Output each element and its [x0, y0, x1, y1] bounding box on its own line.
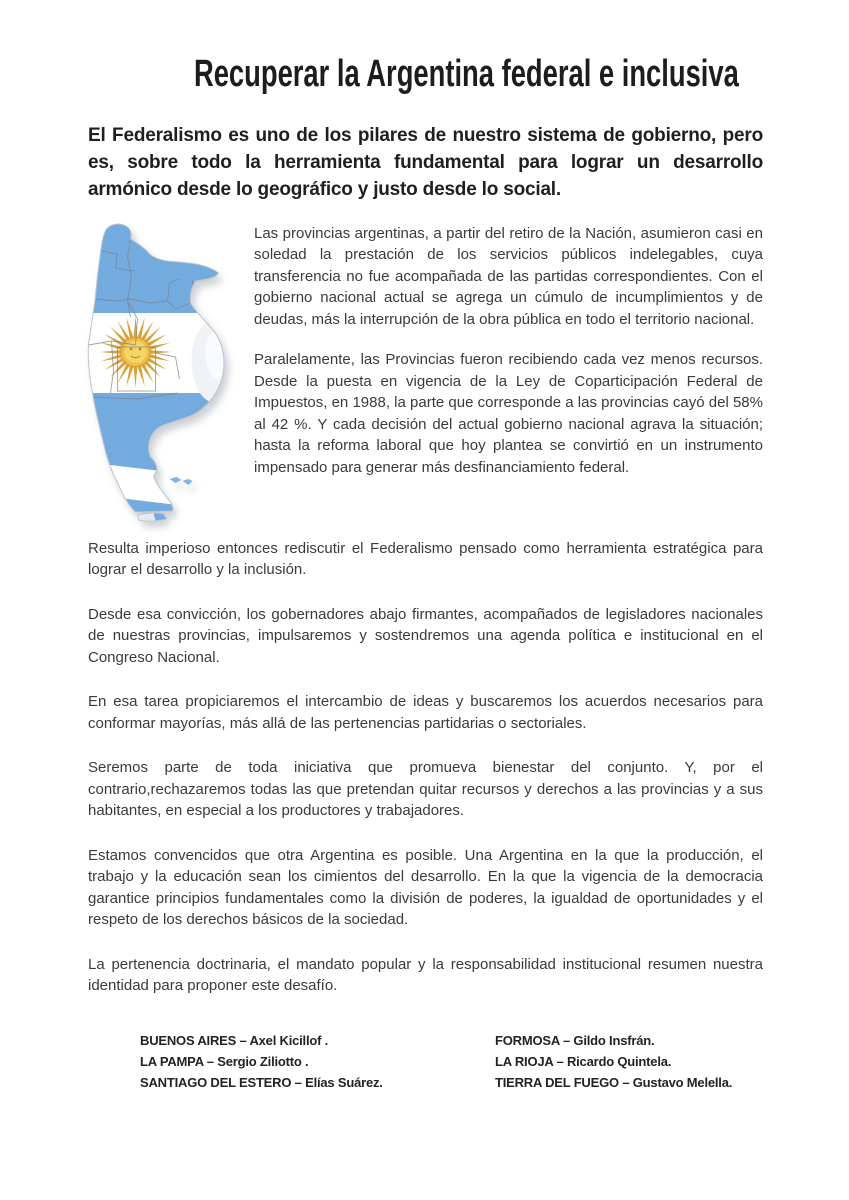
argentina-map-svg — [76, 221, 244, 526]
flag-stripes — [78, 221, 243, 526]
signature-row — [88, 1072, 763, 1093]
body-paragraph: En esa tarea propiciaremos el intercambio de ideas y buscaremos los acuerdos necesarios para conformar mayorías, más allá de las pertenencias partidarias o sectoriales. — [88, 693, 763, 732]
signature-row — [88, 1030, 763, 1051]
flag-stripe-bottom-blue — [78, 393, 243, 526]
body-paragraph: Estamos convencidos que otra Argentina es posible. Una Argentina en la que la producción, el trabajo y la educación sean los cimientos del desarrollo. En la que la vigencia de la democracia garantice principios fundamentales como la división de poderes, la igualdad de oportunidades y el respeto de los derechos básicos de la sociedad. — [88, 846, 763, 929]
sun-face-right-eye — [139, 347, 142, 350]
argentina-flag-map-image — [76, 221, 244, 526]
map-curl-highlight-core — [206, 328, 234, 380]
signature-item: BUENOS AIRES – Axel Kicillof . — [140, 1032, 329, 1048]
body-paragraph: Las provincias argentinas, a partir del retiro de la Nación, asumieron casi en soledad la prestación de los servicios públicos indelegables, cuya transferencia no fue acompañada de las partidas correspondientes. Con el gobierno nacional actual se agrega un cúmulo de incumplimientos y de deudas, más la interrupción de la obra pública en todo el territorio nacional. — [254, 224, 763, 328]
body-paragraph: La pertenencia doctrinaria, el mandato popular y la responsabilidad institucional resumen nuestra identidad para proponer este desafío. — [88, 955, 763, 995]
page-title — [88, 54, 763, 96]
body-paragraph: Paralelamente, las Provincias fueron recibiendo cada vez menos recursos. Desde la puesta en vigencia de la Ley de Coparticipación Federal de Impuestos, en 1988, la parte que corresponde a las provincias cayó del 58% al 42 %. Y cada decisión del actual gobierno nacional agrava la situación; hasta la reforma laboral que hoy plantea se convirtió en un instrumento impensado para generar más desfinanciamiento federal. — [254, 351, 763, 476]
body-paragraph: Seremos parte de toda iniciativa que promueva bienestar del conjunto. Y, por el contrario,rechazaremos todas las que pretendan quitar recursos y derechos a las provincias y a sus habitantes, en especial a los productores y trabajadores. — [88, 759, 763, 820]
signature-item: LA PAMPA – Sergio Ziliotto . — [140, 1053, 309, 1069]
map-side-paragraphs — [254, 221, 763, 526]
intro-paragraph: El Federalismo es uno de los pilares de nuestro sistema de gobierno, pero es, sobre todo la herramienta fundamental para lograr un desarrollo armónico desde lo geográfico y justo desde lo social. — [88, 124, 763, 200]
flag-stripe-top-blue — [78, 221, 243, 313]
signature-item: LA RIOJA – Ricardo Quintela. — [495, 1053, 672, 1069]
signature-item: SANTIAGO DEL ESTERO – Elías Suárez. — [140, 1074, 383, 1090]
signature-list — [88, 1030, 763, 1093]
signature-row — [88, 1051, 763, 1072]
signature-item: FORMOSA – Gildo Insfrán. — [495, 1032, 655, 1048]
body-paragraph: Resulta imperioso entonces rediscutir el Federalismo pensado como herramienta estratégica para lograr el desarrollo y la inclusión. — [88, 539, 763, 579]
signature-item: TIERRA DEL FUEGO – Gustavo Melella. — [495, 1074, 733, 1090]
sun-face-left-eye — [130, 347, 133, 350]
page-title-text: Recuperar la Argentina federal e inclusiva — [193, 53, 739, 95]
malvinas-islands — [170, 477, 193, 485]
map-and-text-section — [88, 221, 763, 526]
flag-lower-white-band — [78, 461, 178, 505]
sun-of-may-icon — [100, 316, 172, 388]
body-paragraph: Desde esa convicción, los gobernadores abajo firmantes, acompañados de legisladores nacionales de nuestras provincias, impulsaremos y sostendremos una agenda política e institucional en el Congreso Nacional. — [88, 605, 763, 666]
